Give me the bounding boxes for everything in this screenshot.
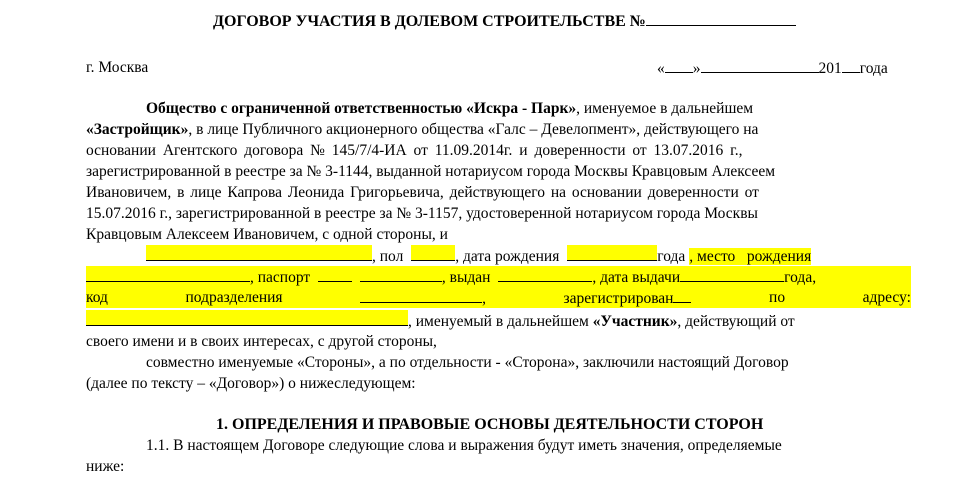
p3-line-1: совместно именуемые «Стороны», а по отдельности - «Сторона», заключили настоящий Договор [146, 354, 789, 371]
registered-blank[interactable] [673, 287, 691, 303]
s11-line-2: ниже: [86, 458, 125, 475]
p1-line-7: Кравцовым Алексеем Ивановичем, с одной стороны, и [86, 226, 448, 243]
participant-name-blank[interactable] [146, 245, 372, 261]
date-line [657, 57, 888, 78]
issue-date-label: , дата выдачи [592, 269, 681, 286]
issued-label: , выдан [441, 269, 491, 286]
address-label: адресу: [862, 289, 911, 306]
birthdate-blank[interactable] [567, 245, 657, 261]
registered-field: зарегистрирован [564, 287, 692, 308]
date-month-blank[interactable] [701, 57, 819, 73]
gender-label: , пол [372, 248, 404, 265]
named-label: , именуемый в дальнейшем [408, 313, 589, 330]
s11-line-1: 1.1. В настоящем Договоре следующие слова и выражения будут иметь значения, определяемые [146, 437, 782, 454]
acting-label: , действующий от [677, 313, 795, 330]
birthplace-label: , место рождения [689, 248, 812, 265]
contract-number-blank[interactable] [646, 10, 796, 26]
title-text: ДОГОВОР УЧАСТИЯ В ДОЛЕВОМ СТРОИТЕЛЬСТВЕ № [213, 13, 646, 30]
passport-series-blank[interactable] [318, 266, 352, 282]
birthdate-label: , дата рождения [455, 248, 560, 265]
participant-term: «Участник» [592, 313, 678, 330]
subdivision-label: подразделения [185, 289, 283, 306]
participant-line-3 [86, 287, 911, 308]
company-name: Общество с ограниченной ответственностью «Искра - Парк» [146, 100, 577, 117]
p1-line-4: зарегистрированной в реестре за № 3-1144, выданной нотариусом города Москвы Кравцовым Алексеем [86, 163, 776, 180]
birthdate-year-label: года [657, 248, 686, 265]
city-label: г. Москва [86, 59, 149, 76]
p1-rest-2: , в лице Публичного акционерного общества «Галс – Девелопмент», действующего на [188, 121, 759, 138]
date-open-quote: « [657, 60, 665, 77]
subdivision-code-field: , [360, 287, 486, 308]
date-close-quote: » [692, 60, 701, 77]
date-year-prefix: 201 [818, 60, 842, 77]
issue-date-blank[interactable] [680, 266, 784, 282]
at-label: по [769, 289, 786, 306]
participant-line-1 [146, 245, 911, 266]
date-day-blank[interactable] [665, 57, 693, 73]
p1-line-2 [86, 119, 758, 140]
p1-line-3: основании Агентского договора № 145/7/4-ИА от 11.09.2014г. и доверенности от 13.07.2016 г., [86, 142, 743, 159]
developer-term: «Застройщик» [86, 121, 189, 138]
date-year-blank[interactable] [842, 57, 860, 73]
passport-label: , паспорт [250, 269, 311, 286]
participant-line-2 [86, 266, 911, 287]
p2-line-2: своего имени и в своих интересах, с другой стороны, [86, 333, 437, 350]
participant-line-4 [86, 310, 795, 331]
p1-line-6: 15.07.2016 г., зарегистрированной в реестре за № 3-1157, удостоверенной нотариусом города Москвы [86, 205, 758, 222]
section-1-title: 1. ОПРЕДЕЛЕНИЯ И ПРАВОВЫЕ ОСНОВЫ ДЕЯТЕЛЬНОСТИ СТОРОН [216, 416, 764, 433]
gender-blank[interactable] [411, 245, 455, 261]
code-label: код [86, 289, 108, 306]
birthplace-blank[interactable] [86, 266, 250, 282]
date-year-suffix: года [859, 60, 888, 77]
p3-line-2: (далее по тексту – «Договор») о нижеследующем: [86, 375, 416, 392]
passport-number-blank[interactable] [360, 266, 442, 282]
p1-line-5: Ивановичем, в лице Капрова Леонида Григорьевича, действующего на основании доверенности от [86, 184, 759, 201]
subdivision-code-blank[interactable] [360, 287, 482, 303]
p1-rest-1: , именуемое в дальнейшем [576, 100, 754, 117]
contract-title [213, 10, 796, 31]
issue-year-label: года, [784, 269, 817, 286]
p1-line-1 [146, 98, 753, 119]
issued-by-blank[interactable] [498, 266, 592, 282]
address-blank[interactable] [86, 310, 408, 326]
